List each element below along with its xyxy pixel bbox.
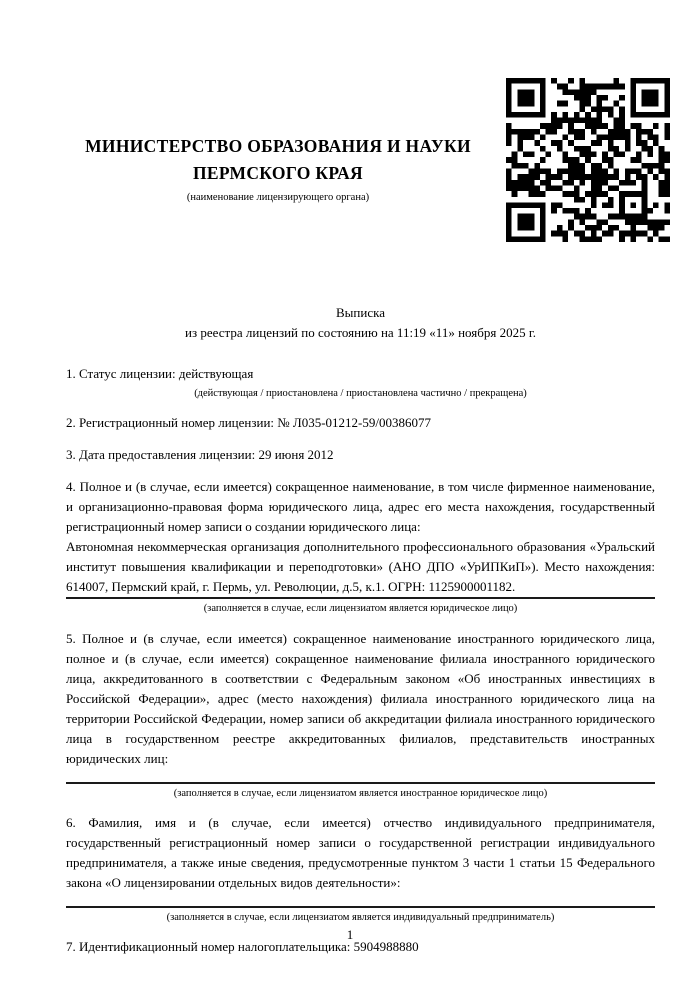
- title-line1: Выписка: [336, 305, 385, 320]
- grant-date-text: 3. Дата предоставления лицензии: 29 июня 2012: [66, 447, 334, 462]
- legal-entity-underline: [66, 597, 655, 599]
- field-foreign-entity: [66, 629, 655, 801]
- document-body: [66, 303, 655, 957]
- license-status-hint: (действующая / приостановлена / приостановлена частично / прекращена): [194, 388, 527, 399]
- ministry-name-line2: ПЕРМСКОГО КРАЯ: [193, 163, 363, 183]
- foreign-entity-underline: [66, 782, 655, 784]
- field-legal-entity: [66, 477, 655, 616]
- legal-entity-hint: (заполняется в случае, если лицензиатом является юридическое лицо): [203, 603, 518, 614]
- foreign-entity-question: 5. Полное и (в случае, если имеется) сокращенное наименование иностранного юридического лица, полное и (в случае, если имеется) сокращенное наименование филиала иностранного юридического лица, аккредитованного в соответствии с Федеральным законом «Об иностранных инвестициях в Российской Федерации», адрес (место нахождения) филиала иностранного юридического лица на территории Российской Федерации, номер записи об аккредитации филиала иностранного юридического лица в государственном реестре аккредитованных филиалов, представительств иностранных юридических лиц:: [66, 631, 655, 766]
- taxpayer-id-text: 7. Идентификационный номер налогоплательщика: 5904988880: [66, 939, 419, 954]
- field-registration-number: [66, 413, 655, 433]
- individual-entrepreneur-underline: [66, 906, 655, 908]
- foreign-entity-hint: (заполняется в случае, если лицензиатом является иностранное юридическое лицо): [173, 788, 548, 799]
- field-license-status: [66, 364, 655, 401]
- title-line2: из реестра лицензий по состоянию на 11:19 «11» ноября 2025 г.: [185, 325, 536, 340]
- field-individual-entrepreneur: [66, 813, 655, 925]
- document-title: [66, 303, 655, 343]
- ministry-name-line1: МИНИСТЕРСТВО ОБРАЗОВАНИЯ И НАУКИ: [85, 136, 471, 156]
- licensing-authority-caption: (наименование лицензирующего органа): [186, 192, 370, 203]
- ministry-header: [66, 133, 490, 205]
- legal-entity-answer: Автономная некоммерческая организация дополнительного профессионального образования «Уральский институт повышения квалификации и переподготовки» (АНО ДПО «УрИПКиП»). Место нахождения: 614007, Пермский край, г. Пермь, ул. Революции, д.5, к.1. ОГРН: 1125900001182.: [66, 539, 655, 594]
- license-status-text: 1. Статус лицензии: действующая: [66, 366, 254, 381]
- legal-entity-question: 4. Полное и (в случае, если имеется) сокращенное наименование, в том числе фирменное наименование, и организационно-правовая форма юридического лица, адрес его места нахождения, государственный регистрационный номер записи о создании юридического лица:: [66, 479, 655, 534]
- page-number: 1: [346, 927, 354, 942]
- individual-entrepreneur-hint: (заполняется в случае, если лицензиатом является индивидуальный предприниматель): [166, 912, 555, 923]
- qr-code-icon: [506, 78, 670, 242]
- field-grant-date: [66, 445, 655, 465]
- individual-entrepreneur-question: 6. Фамилия, имя и (в случае, если имеется) отчество индивидуального предпринимателя, государственный регистрационный номер записи о государственной регистрации индивидуального предпринимателя, а также иные сведения, предусмотренные пунктом 3 части 1 статьи 15 Федерального закона «О лицензировании отдельных видов деятельности»:: [66, 815, 655, 890]
- registration-number-text: 2. Регистрационный номер лицензии: № Л035-01212-59/00386077: [66, 415, 432, 430]
